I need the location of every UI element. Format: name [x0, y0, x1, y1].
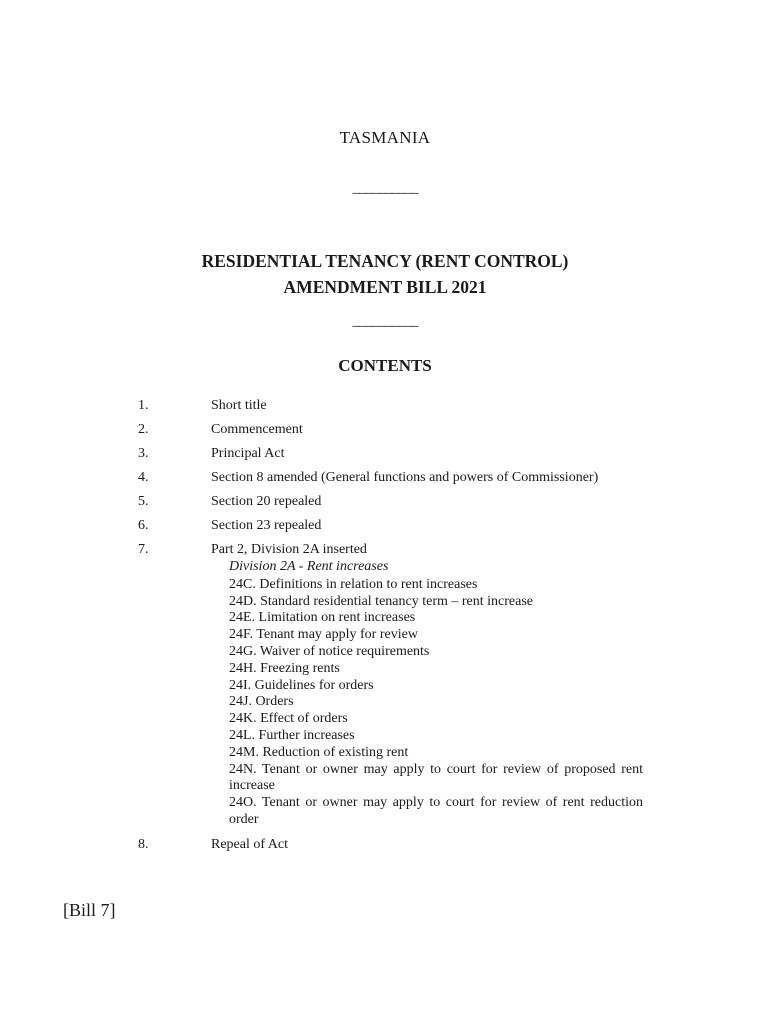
- subsection-item: 24O. Tenant or owner may apply to court for review of rent reduction order: [229, 795, 643, 827]
- subsection-list: [229, 577, 643, 829]
- subsection-item: 24K. Effect of orders: [229, 711, 348, 727]
- bill-title-line-1: RESIDENTIAL TENANCY (RENT CONTROL): [201, 251, 569, 271]
- subsection-item: 24D. Standard residential tenancy term – rent increase: [229, 593, 533, 609]
- toc-item-number: 3.: [138, 446, 149, 461]
- toc-item-1: [0, 396, 770, 420]
- toc-item-title-block: [211, 542, 643, 829]
- toc-item-number: 7.: [138, 542, 149, 557]
- toc-item-title: Section 8 amended (General functions and powers of Commissioner): [211, 470, 599, 485]
- subsection-item: 24E. Limitation on rent increases: [229, 610, 416, 626]
- bill-title: [0, 248, 770, 300]
- bill-number: [Bill 7]: [63, 900, 116, 920]
- toc-item-title: Commencement: [211, 422, 303, 437]
- toc-item-6: [0, 516, 770, 540]
- subsection-item: 24I. Guidelines for orders: [229, 677, 374, 693]
- separator-rule-bottom: __________: [352, 313, 418, 329]
- contents-heading: CONTENTS: [338, 356, 432, 375]
- toc-item-title: Repeal of Act: [211, 836, 288, 852]
- subsection-item: 24J. Orders: [229, 694, 294, 710]
- toc-item-title: Section 20 repealed: [211, 494, 322, 509]
- toc-item-title: Section 23 repealed: [211, 518, 322, 533]
- bill-title-line-2: AMENDMENT BILL 2021: [283, 277, 487, 297]
- table-of-contents: [0, 396, 770, 859]
- toc-item-number: 4.: [138, 470, 149, 485]
- subsection-item: 24G. Waiver of notice requirements: [229, 643, 430, 659]
- toc-item-number: 5.: [138, 494, 149, 509]
- toc-item-title: Short title: [211, 398, 267, 413]
- toc-item-number: 6.: [138, 518, 149, 533]
- toc-item-4: [0, 468, 770, 492]
- toc-item-number: 1.: [138, 398, 149, 413]
- jurisdiction-heading: TASMANIA: [339, 128, 431, 147]
- division-heading: Division 2A - Rent increases: [229, 559, 389, 574]
- subsection-item: 24F. Tenant may apply for review: [229, 627, 418, 643]
- toc-item-2: [0, 420, 770, 444]
- toc-item-5: [0, 492, 770, 516]
- toc-item-7: [0, 540, 770, 835]
- toc-item-number: 8.: [138, 836, 149, 852]
- subsection-item: 24H. Freezing rents: [229, 660, 340, 676]
- toc-item-title: Part 2, Division 2A inserted: [211, 542, 367, 557]
- toc-item-number: 2.: [138, 422, 149, 437]
- subsection-item: 24C. Definitions in relation to rent increases: [229, 576, 478, 592]
- toc-item-3: [0, 444, 770, 468]
- separator-rule-top: __________: [352, 180, 418, 196]
- toc-item-8: [0, 835, 770, 859]
- toc-item-title: Principal Act: [211, 446, 285, 461]
- subsection-item: 24M. Reduction of existing rent: [229, 744, 409, 760]
- subsection-item: 24L. Further increases: [229, 727, 355, 743]
- subsection-item: 24N. Tenant or owner may apply to court for review of proposed rent increase: [229, 761, 643, 794]
